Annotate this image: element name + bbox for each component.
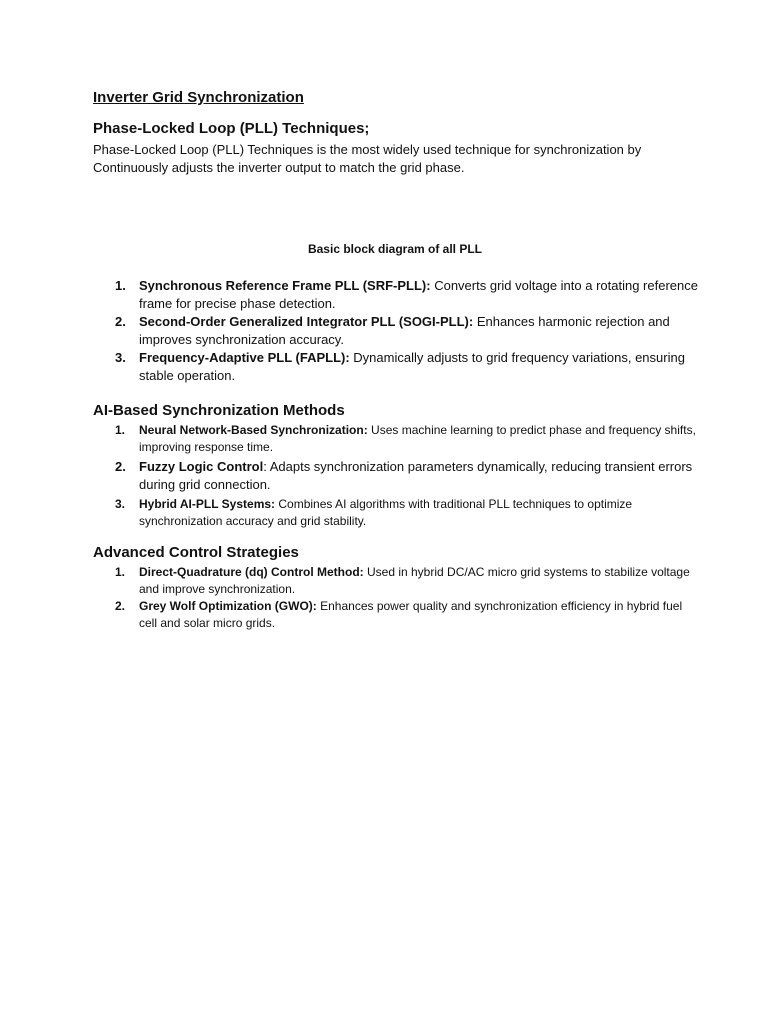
list-text: Enhances harmonic rejection and improves synchronization accuracy. (139, 314, 670, 347)
list-text: : Adapts synchronization parameters dynamically, reducing transient errors during grid connection. (139, 459, 693, 492)
control-section-heading: Advanced Control Strategies (93, 544, 299, 561)
ai-section-heading: AI-Based Synchronization Methods (93, 402, 345, 419)
list-item (93, 422, 703, 456)
list-term: Second-Order Generalized Integrator PLL (SOGI-PLL): (139, 314, 474, 329)
list-term: Synchronous Reference Frame PLL (SRF-PLL): (139, 278, 431, 293)
list-term: Neural Network-Based Synchronization: (139, 423, 368, 437)
list-number: 2. (115, 314, 126, 329)
list-item (93, 349, 703, 385)
list-number: 2. (115, 599, 126, 613)
list-term: Hybrid AI-PLL Systems: (139, 497, 276, 511)
list-text: Combines AI algorithms with traditional PLL techniques to optimize synchronization accuracy and grid stability. (139, 497, 633, 528)
list-text: Enhances power quality and synchronization efficiency in hybrid fuel cell and solar micro grids. (139, 599, 683, 630)
document-title: Inverter Grid Synchronization (93, 89, 304, 106)
list-number: 2. (115, 459, 126, 474)
diagram-caption: Basic block diagram of all PLL (307, 242, 483, 256)
pll-technique-list (93, 277, 703, 385)
list-item (93, 277, 703, 313)
list-text: Used in hybrid DC/AC micro grid systems to stabilize voltage and improve synchronization. (139, 565, 690, 596)
list-term: Frequency-Adaptive PLL (FAPLL): (139, 350, 350, 365)
list-item (93, 313, 703, 349)
list-number: 1. (115, 565, 126, 579)
pll-section-heading: Phase-Locked Loop (PLL) Techniques; (93, 120, 370, 137)
list-term: Direct-Quadrature (dq) Control Method: (139, 565, 364, 579)
list-text: Dynamically adjusts to grid frequency variations, ensuring stable operation. (139, 350, 685, 383)
list-item (93, 458, 703, 494)
list-text: Uses machine learning to predict phase and frequency shifts, improving response time. (139, 423, 696, 454)
ai-method-list (93, 422, 703, 530)
list-text: Converts grid voltage into a rotating reference frame for precise phase detection. (139, 278, 698, 311)
list-item (93, 564, 703, 598)
list-number: 1. (115, 423, 126, 437)
list-term: Fuzzy Logic Control (139, 459, 264, 474)
list-number: 1. (115, 278, 126, 293)
list-number: 3. (115, 350, 126, 365)
list-term: Grey Wolf Optimization (GWO): (139, 599, 317, 613)
list-item (93, 496, 703, 530)
list-number: 3. (115, 497, 126, 511)
pll-intro-paragraph: Phase-Locked Loop (PLL) Techniques is the most widely used technique for synchronization by Continuously adjusts the inverter output to match the grid phase. (93, 142, 642, 175)
list-item (93, 598, 703, 632)
control-strategy-list (93, 564, 703, 632)
